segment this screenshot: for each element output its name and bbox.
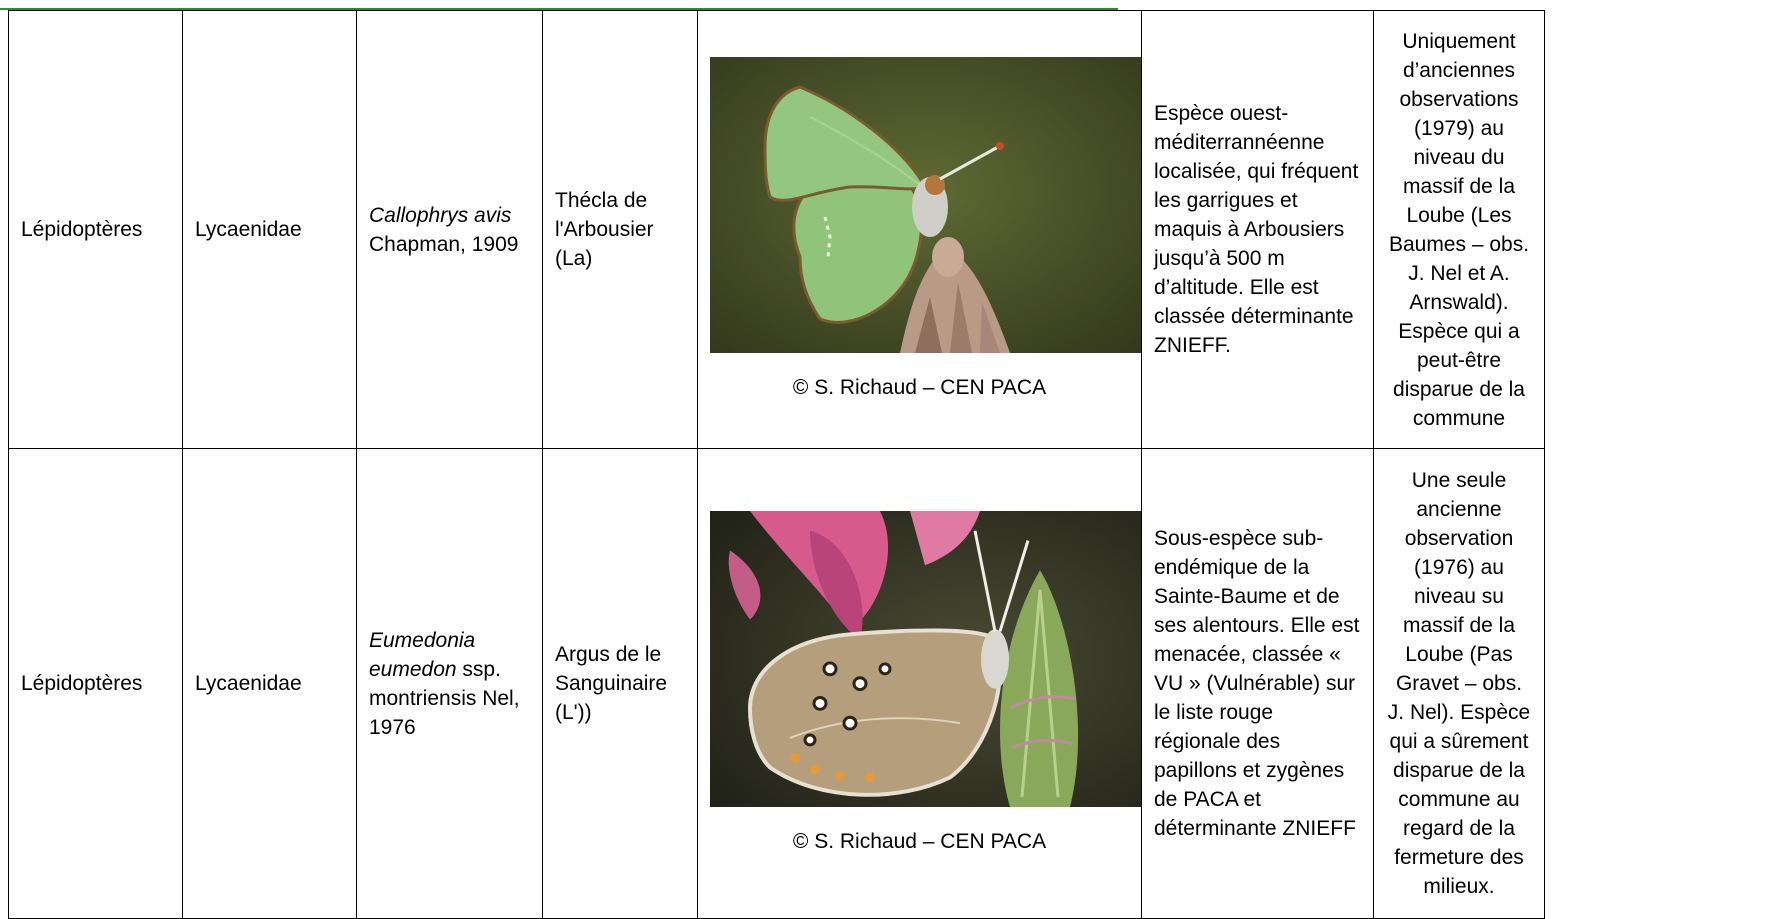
common-name-cell: Thécla de l'Arbousier (La) bbox=[543, 11, 698, 449]
species-table bbox=[8, 10, 1545, 919]
status-cell: Uniquement d’anciennes observations (1979) au niveau du massif de la Loube (Les Baumes – obs. J. Nel et A. Arnswald). Espèce qui a peut-être disparue de la commune bbox=[1374, 11, 1545, 449]
photo-cell bbox=[698, 449, 1142, 919]
description-cell: Espèce ouest-méditerrannéenne localisée, qui fréquent les garrigues et maquis à Arbousiers jusqu’à 500 m d’altitude. Elle est classée déterminante ZNIEFF. bbox=[1142, 11, 1374, 449]
photo-cell bbox=[698, 11, 1142, 449]
table-row bbox=[9, 449, 1545, 919]
blue-argus-butterfly-icon bbox=[710, 511, 1142, 807]
photo-credit: © S. Richaud – CEN PACA bbox=[792, 376, 1047, 400]
scientific-name-italic: Callophrys avis bbox=[369, 203, 512, 227]
scientific-name-cell bbox=[357, 449, 543, 919]
order-cell: Lépidoptères bbox=[9, 449, 183, 919]
scientific-name-italic: Eumedonia eumedon bbox=[369, 628, 476, 681]
scientific-name-author: ssp. montriensis Nel, 1976 bbox=[369, 657, 520, 739]
status-cell: Une seule ancienne observation (1976) au niveau su massif de la Loube (Pas Gravet – obs. J. Nel). Espèce qui a sûrement disparue de la commune au regard de la fermeture des milieux. bbox=[1374, 449, 1545, 919]
order-cell: Lépidoptères bbox=[9, 11, 183, 449]
family-cell: Lycaenidae bbox=[183, 11, 357, 449]
family-cell: Lycaenidae bbox=[183, 449, 357, 919]
description-cell: Sous-espèce sub-endémique de la Sainte-Baume et de ses alentours. Elle est menacée, classée « VU » (Vulnérable) sur le liste rouge régionale des papillons et zygènes de PACA et déterminante ZNIEFF bbox=[1142, 449, 1374, 919]
scientific-name-cell bbox=[357, 11, 543, 449]
table-row bbox=[9, 11, 1545, 449]
common-name-cell: Argus de le Sanguinaire (L')) bbox=[543, 449, 698, 919]
scientific-name-author: Chapman, 1909 bbox=[369, 232, 519, 256]
green-hairstreak-butterfly-icon bbox=[710, 57, 1142, 353]
photo-credit: © S. Richaud – CEN PACA bbox=[792, 830, 1047, 854]
